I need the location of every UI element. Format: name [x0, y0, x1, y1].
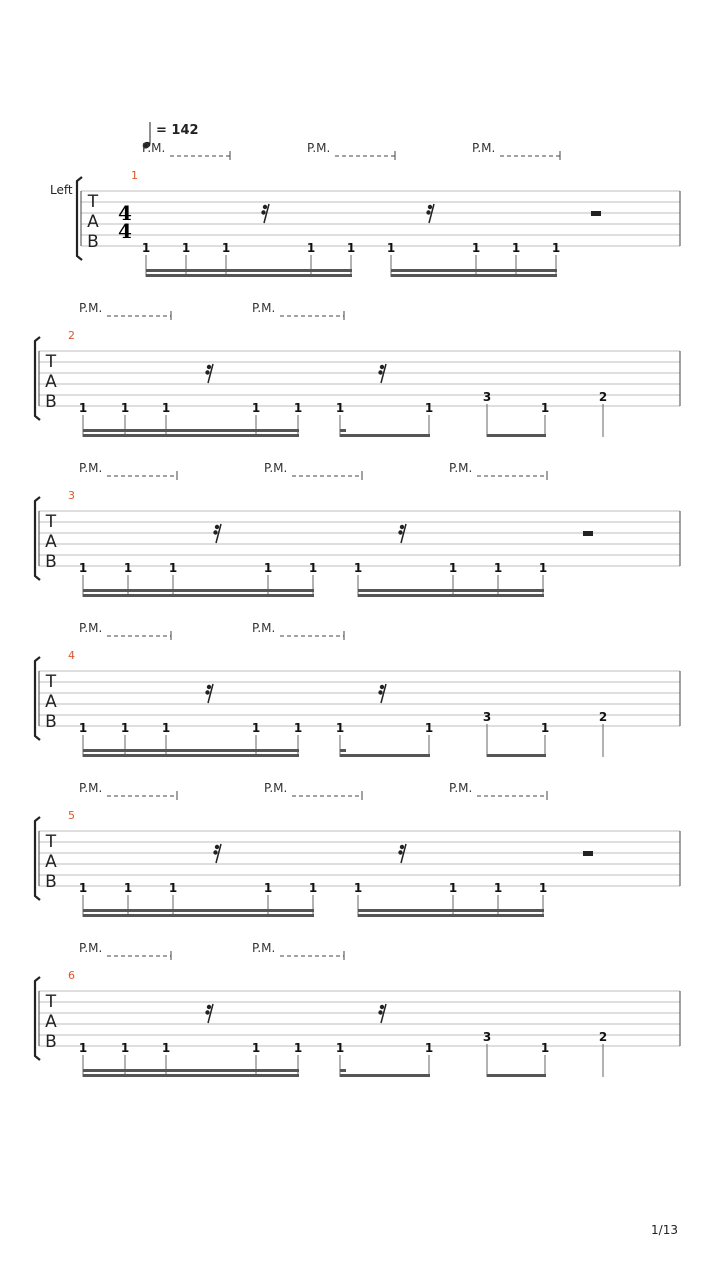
tab-letter-t: T	[45, 992, 57, 1012]
fret-number: 1	[511, 241, 521, 255]
fret-number: 1	[263, 881, 273, 895]
rest-flag	[213, 530, 217, 534]
fret-number: 1	[493, 561, 503, 575]
rest-flag	[207, 1005, 211, 1009]
page-number: 1/13	[651, 1223, 678, 1237]
palm-mute-label: P.M.	[252, 941, 276, 955]
rest-flag	[205, 370, 209, 374]
palm-mute-label: P.M.	[79, 941, 103, 955]
beam	[83, 754, 299, 757]
fret-number: 1	[181, 241, 191, 255]
rest-flag	[378, 370, 382, 374]
rest-flag	[207, 685, 211, 689]
fret-number: 1	[120, 401, 130, 415]
tab-letter-a: A	[45, 532, 57, 552]
palm-mute-label: P.M.	[79, 461, 103, 475]
fret-number: 1	[308, 561, 318, 575]
palm-mute-label: P.M.	[264, 461, 288, 475]
tab-letter-b: B	[45, 712, 57, 732]
fret-number: 1	[424, 401, 434, 415]
beam	[487, 1074, 546, 1077]
rest-flag	[380, 685, 384, 689]
palm-mute-label: P.M.	[307, 141, 331, 155]
tab-letter-b: B	[87, 232, 99, 252]
tab-letter-a: A	[45, 372, 57, 392]
half-rest-icon	[583, 851, 593, 856]
tab-letter-b: B	[45, 872, 57, 892]
tab-system-2	[35, 301, 680, 437]
beam-secondary	[358, 589, 544, 592]
beam-secondary	[83, 909, 314, 912]
fret-number: 2	[598, 710, 608, 724]
fret-number: 1	[168, 561, 178, 575]
systems	[35, 141, 680, 1077]
tab-letter-a: A	[87, 212, 99, 232]
fret-number: 1	[161, 401, 171, 415]
tab-system-5	[35, 781, 680, 917]
rest-flag	[426, 210, 430, 214]
beam	[83, 594, 314, 597]
beam	[340, 754, 430, 757]
beam-secondary	[83, 1069, 299, 1072]
beam	[83, 1074, 299, 1077]
time-signature-bottom: 4	[118, 219, 132, 243]
rest-flag	[380, 365, 384, 369]
beam-secondary	[83, 429, 299, 432]
tab-system-4	[35, 621, 680, 757]
palm-mute-label: P.M.	[79, 301, 103, 315]
fret-number: 1	[448, 881, 458, 895]
fret-number: 1	[335, 401, 345, 415]
palm-mute-label: P.M.	[142, 141, 166, 155]
system-number: 5	[68, 809, 75, 822]
tab-system-6	[35, 941, 680, 1077]
beam-stub	[340, 1069, 346, 1072]
fret-number: 1	[120, 721, 130, 735]
fret-number: 1	[448, 561, 458, 575]
fret-number: 1	[540, 721, 550, 735]
fret-number: 1	[293, 1041, 303, 1055]
fret-number: 1	[123, 881, 133, 895]
fret-number: 1	[251, 1041, 261, 1055]
rest-flag	[263, 205, 267, 209]
fret-number: 1	[424, 1041, 434, 1055]
beam	[391, 274, 557, 277]
tab-letter-t: T	[45, 352, 57, 372]
fret-number: 1	[335, 721, 345, 735]
palm-mute-label: P.M.	[79, 621, 103, 635]
fret-number: 1	[161, 721, 171, 735]
palm-mute-label: P.M.	[449, 461, 473, 475]
system-number: 3	[68, 489, 75, 502]
fret-number: 1	[538, 561, 548, 575]
fret-number: 1	[353, 881, 363, 895]
tab-letter-b: B	[45, 552, 57, 572]
rest-flag	[261, 210, 265, 214]
fret-number: 1	[540, 1041, 550, 1055]
beam	[487, 754, 546, 757]
fret-number: 1	[551, 241, 561, 255]
tab-system-1	[77, 141, 680, 277]
beam-secondary	[358, 909, 544, 912]
system-number: 6	[68, 969, 75, 982]
tab-letter-a: A	[45, 1012, 57, 1032]
tab-letter-t: T	[45, 832, 57, 852]
beam	[340, 434, 430, 437]
half-rest-icon	[591, 211, 601, 216]
system-number: 1	[131, 169, 138, 182]
tab-letter-t: T	[45, 672, 57, 692]
palm-mute-label: P.M.	[264, 781, 288, 795]
rest-flag	[215, 525, 219, 529]
fret-number: 1	[538, 881, 548, 895]
fret-number: 1	[493, 881, 503, 895]
fret-number: 1	[141, 241, 151, 255]
fret-number: 1	[353, 561, 363, 575]
fret-number: 1	[386, 241, 396, 255]
beam	[83, 434, 299, 437]
fret-number: 1	[161, 1041, 171, 1055]
fret-number: 3	[482, 390, 492, 404]
palm-mute-label: P.M.	[79, 781, 103, 795]
beam-stub	[340, 749, 346, 752]
rest-flag	[398, 530, 402, 534]
rest-flag	[398, 850, 402, 854]
beam	[340, 1074, 430, 1077]
beam	[487, 434, 546, 437]
rest-flag	[428, 205, 432, 209]
fret-number: 1	[471, 241, 481, 255]
rest-flag	[400, 845, 404, 849]
track-name: Left	[50, 183, 73, 197]
tab-letter-t: T	[45, 512, 57, 532]
beam	[146, 274, 352, 277]
fret-number: 1	[221, 241, 231, 255]
beam	[358, 914, 544, 917]
tab-letter-b: B	[45, 1032, 57, 1052]
fret-number: 3	[482, 710, 492, 724]
time-signature-top: 4	[118, 201, 132, 225]
fret-number: 2	[598, 390, 608, 404]
beam-secondary	[391, 269, 557, 272]
fret-number: 1	[424, 721, 434, 735]
fret-number: 1	[123, 561, 133, 575]
palm-mute-label: P.M.	[252, 621, 276, 635]
rest-flag	[378, 690, 382, 694]
rest-flag	[380, 1005, 384, 1009]
rest-flag	[207, 365, 211, 369]
tab-letter-b: B	[45, 392, 57, 412]
palm-mute-label: P.M.	[252, 301, 276, 315]
system-number: 4	[68, 649, 75, 662]
fret-number: 1	[251, 401, 261, 415]
tab-system-3	[35, 461, 680, 597]
beam	[83, 914, 314, 917]
fret-number: 1	[540, 401, 550, 415]
rest-flag	[205, 1010, 209, 1014]
palm-mute-label: P.M.	[472, 141, 496, 155]
tab-letter-a: A	[45, 852, 57, 872]
tempo-value: = 142	[156, 123, 199, 138]
system-number: 2	[68, 329, 75, 342]
rest-flag	[378, 1010, 382, 1014]
fret-number: 1	[251, 721, 261, 735]
half-rest-icon	[583, 531, 593, 536]
rest-flag	[213, 850, 217, 854]
fret-number: 1	[78, 721, 88, 735]
fret-number: 1	[263, 561, 273, 575]
tab-letter-t: T	[87, 192, 99, 212]
fret-number: 1	[306, 241, 316, 255]
fret-number: 1	[120, 1041, 130, 1055]
fret-number: 1	[78, 881, 88, 895]
fret-number: 2	[598, 1030, 608, 1044]
fret-number: 1	[293, 401, 303, 415]
fret-number: 1	[78, 561, 88, 575]
fret-number: 1	[346, 241, 356, 255]
fret-number: 1	[78, 401, 88, 415]
beam	[358, 594, 544, 597]
rest-flag	[400, 525, 404, 529]
beam-secondary	[83, 749, 299, 752]
fret-number: 1	[168, 881, 178, 895]
fret-number: 3	[482, 1030, 492, 1044]
beam-stub	[340, 429, 346, 432]
beam-secondary	[146, 269, 352, 272]
fret-number: 1	[308, 881, 318, 895]
rest-flag	[205, 690, 209, 694]
tab-letter-a: A	[45, 692, 57, 712]
fret-number: 1	[293, 721, 303, 735]
beam-secondary	[83, 589, 314, 592]
palm-mute-label: P.M.	[449, 781, 473, 795]
fret-number: 1	[335, 1041, 345, 1055]
fret-number: 1	[78, 1041, 88, 1055]
rest-flag	[215, 845, 219, 849]
